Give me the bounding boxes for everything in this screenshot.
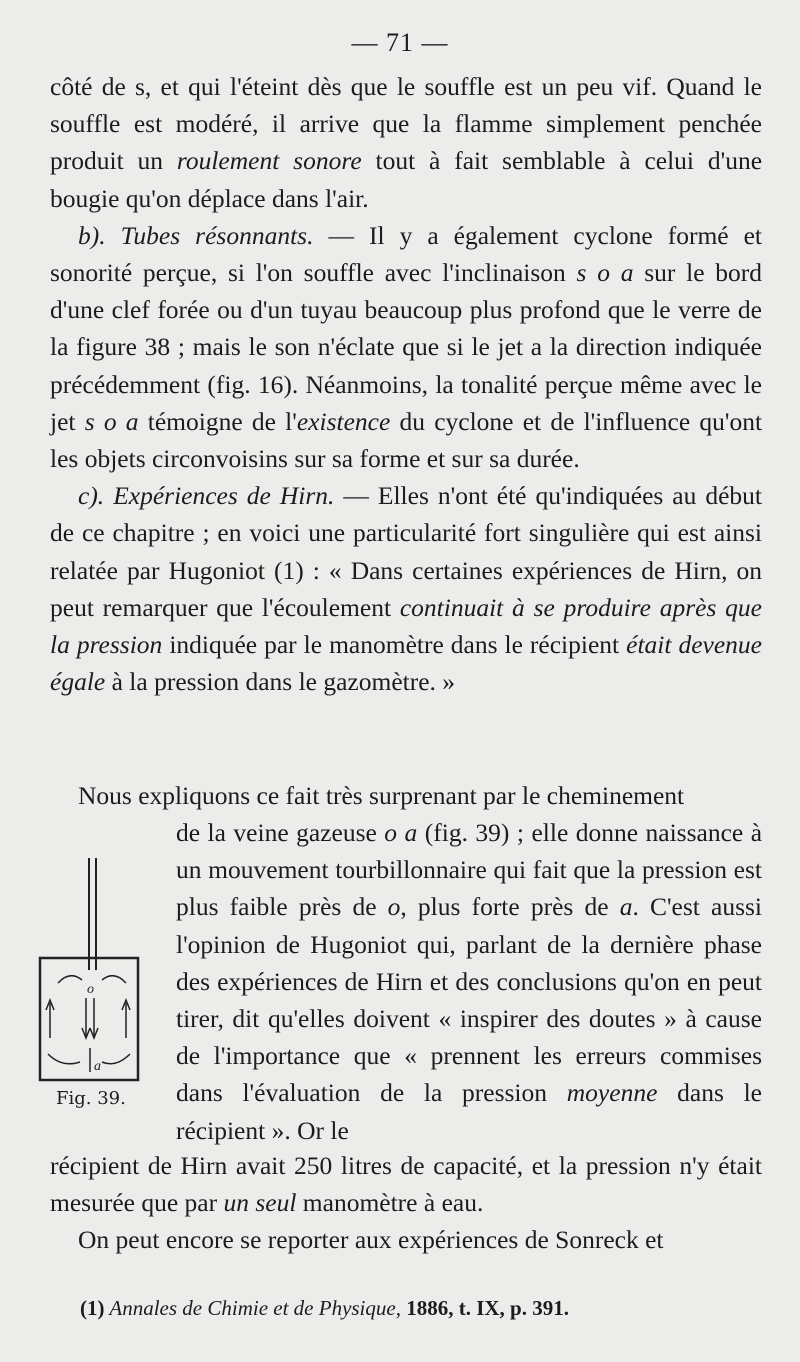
body-text-bottom — [50, 1147, 762, 1259]
figure-caption: Fig. 39. — [56, 1088, 126, 1109]
figure-label-o: o — [87, 982, 94, 997]
paragraph-hirn: c). Expériences de Hirn. — Elles n'ont été qu'indiquées au début de ce chapitre ; en voici une particularité fort singulière qui est ainsi relatée par Hugoniot (1) : « Dans certaines expériences de Hirn, on peut remarquer que l'écoulement continuait à se produire après que la pression indiquée par le manomètre dans le récipient était devenue égale à la pression dans le gazomètre. » — [50, 481, 763, 697]
figure-39-diagram — [36, 858, 144, 1118]
body-text-top — [50, 68, 762, 700]
paragraph-sonreck: On peut encore se reporter aux expériences de Sonreck et — [78, 1225, 664, 1255]
lead-line: Nous expliquons ce fait très surprenant par le cheminement — [78, 781, 685, 810]
figure-label-a: a — [94, 1059, 101, 1074]
paragraph-tubes: b). Tubes résonnants. — Il y a également cyclone formé et sonorité perçue, si l'on souffle avec l'inclinaison s o a sur le bord d'une clef forée ou d'un tuyau beaucoup plus profond que le verre de la figure 38 ; mais le son n'éclate que si le jet a la direction indiquée précédemment (fig. 16). Néanmoins, la tonalité perçue même avec le jet s o a témoigne de l'existence du cyclone et de l'influence qu'ont les objets circonvoisins sur sa forme et sur sa durée. — [50, 220, 763, 474]
wrapped-text: de la veine gazeuse o a (fig. 39) ; elle donne naissance à un mouvement tourbillonnaire qui fait que la pression est plus faible près de o, plus forte près de a. C'est aussi l'opinion de Hugoniot qui, parlant de la dernière phase des expériences de Hirn et des conclusions qu'on en peut tirer, dit qu'elles doivent « inspirer des doutes » à cause de l'importance que « prennent les erreurs commises dans l'évaluation de la pression moyenne dans le récipient ». Or le — [176, 818, 763, 1145]
paragraph-continued: récipient de Hirn avait 250 litres de capacité, et la pression n'y était mesurée que par un seul manomètre à eau. — [50, 1151, 762, 1218]
paragraph-1: côté de s, et qui l'éteint dès que le souffle est un peu vif. Quand le souffle est modéré, il arrive que la flamme simplement penchée produit un roulement sonore tout à fait semblable à celui d'une bougie qu'on déplace dans l'air. — [50, 72, 763, 213]
footnote: (1) Annales de Chimie et de Physique, 1886, t. IX, p. 391. — [80, 1296, 569, 1320]
page-number: — 71 — — [351, 28, 449, 57]
